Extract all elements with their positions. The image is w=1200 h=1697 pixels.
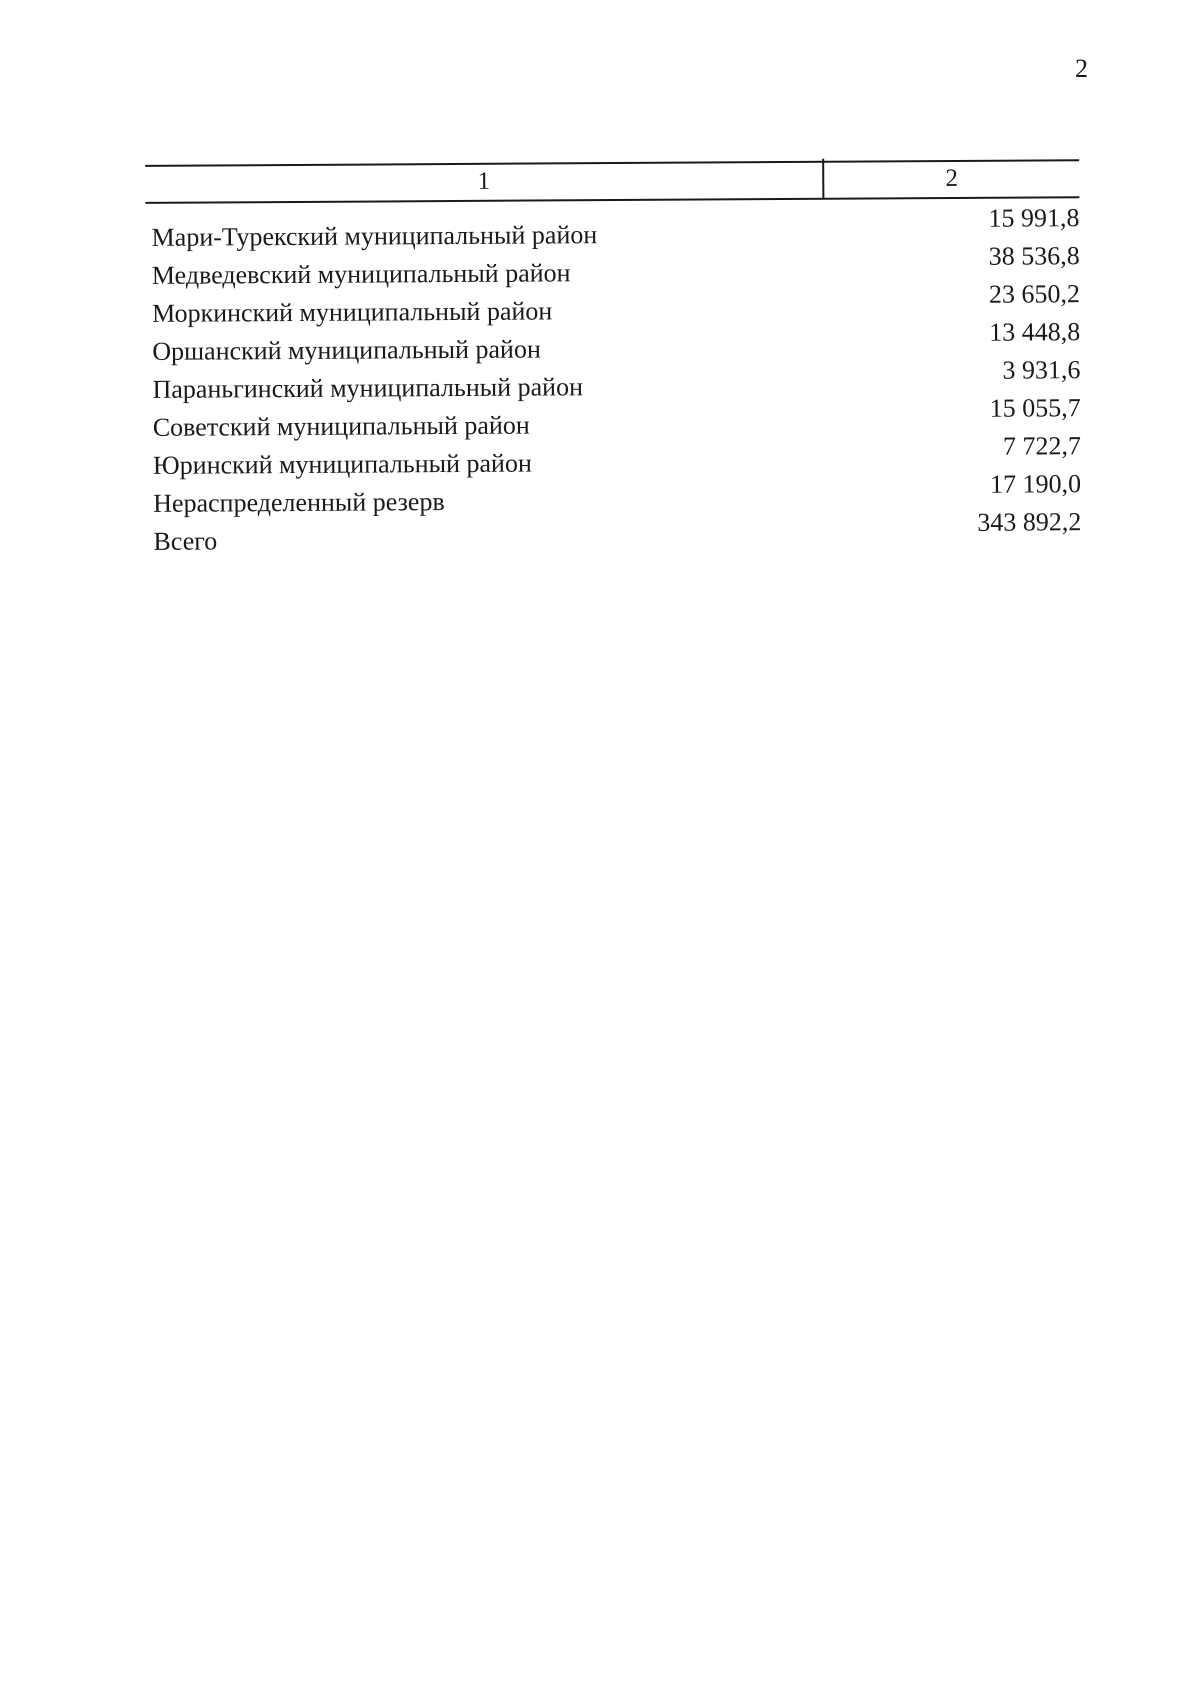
row-name: Мари-Турекский муниципальный район	[151, 220, 598, 252]
row-name: Юринский муниципальный район	[152, 448, 532, 480]
table-row	[151, 279, 1081, 328]
row-value: 343 892,2	[977, 507, 1082, 537]
column-header-1: 1	[477, 167, 491, 195]
row-value: 13 448,8	[989, 317, 1081, 347]
page-number: 2	[1075, 54, 1088, 83]
allocation-table	[0, 0, 1200, 604]
table-body	[151, 203, 1082, 556]
table-row	[153, 469, 1082, 518]
row-value: 7 722,7	[1002, 431, 1081, 461]
table-row-total	[153, 507, 1082, 556]
row-name: Медведевский муниципальный район	[151, 258, 571, 290]
row-name: Моркинский муниципальный район	[151, 296, 553, 328]
row-name: Оршанский муниципальный район	[152, 334, 541, 366]
row-name: Параньгинский муниципальный район	[152, 372, 584, 404]
row-value: 15 991,8	[988, 203, 1080, 233]
row-value: 38 536,8	[988, 241, 1080, 271]
row-value: 3 931,6	[1002, 355, 1081, 385]
table-row	[151, 203, 1080, 252]
table-row	[152, 355, 1081, 404]
row-value: 15 055,7	[989, 393, 1081, 423]
row-name: Всего	[153, 526, 218, 556]
row-name: Нераспределенный резерв	[153, 487, 445, 518]
row-value: 17 190,0	[990, 469, 1082, 499]
row-value: 23 650,2	[988, 279, 1081, 309]
table-row	[152, 317, 1081, 366]
table-row	[151, 241, 1080, 290]
table-row	[152, 431, 1081, 480]
row-name: Советский муниципальный район	[152, 410, 530, 442]
table-row	[152, 393, 1081, 442]
column-header-2: 2	[945, 164, 959, 193]
